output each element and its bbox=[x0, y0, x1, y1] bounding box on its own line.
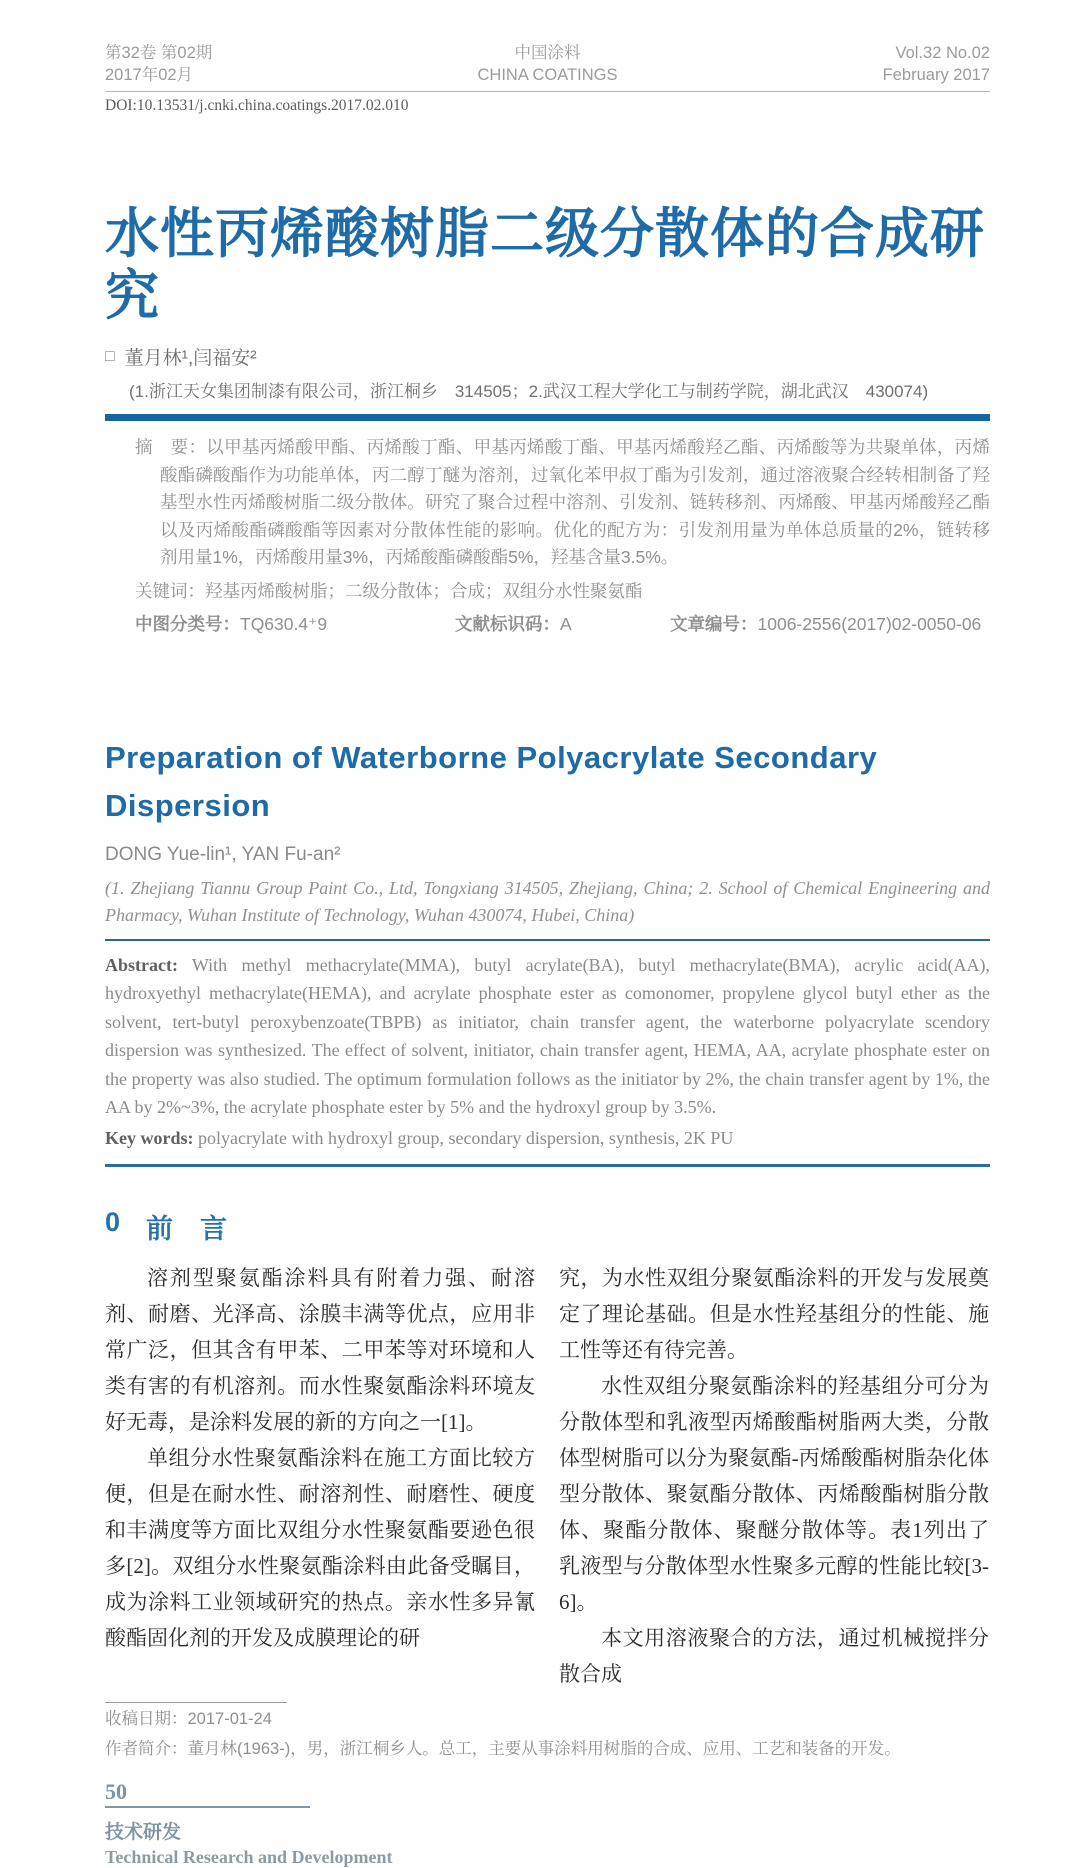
keywords-label-cn: 关键词： bbox=[135, 580, 205, 601]
section-number: 0 bbox=[105, 1206, 121, 1237]
footnote-block bbox=[105, 1702, 990, 1763]
body-paragraph: 溶剂型聚氨酯涂料具有附着力强、耐溶剂、耐磨、光泽高、涂膜丰满等优点，应用非常广泛，但其含有甲苯、二甲苯等对环境和人类有害的有机溶剂。而水性聚氨酯涂料环境友好无毒，是涂料发展的新的方向之一[1]。 bbox=[105, 1265, 535, 1434]
journal-section-cn: 技术研发 bbox=[105, 1821, 182, 1843]
issue-date-en: February 2017 bbox=[882, 66, 990, 84]
right-column bbox=[559, 1260, 989, 1692]
author-marker-icon: □ bbox=[105, 347, 115, 365]
body-paragraph: 究，为水性双组分聚氨酯涂料的开发与发展奠定了理论基础。但是水性羟基组分的性能、施工性等还有待完善。 bbox=[559, 1265, 989, 1362]
journal-header bbox=[105, 0, 990, 86]
keywords-cn bbox=[105, 578, 990, 603]
classification-row bbox=[105, 611, 990, 636]
affiliation-cn: (1.浙江天女集团制漆有限公司，浙江桐乡 314505；2.武汉工程大学化工与制药学院，湖北武汉 430074) bbox=[129, 382, 929, 401]
authors-en: DONG Yue-lin¹, YAN Fu-an² bbox=[105, 843, 341, 865]
abstract-en bbox=[105, 951, 990, 1122]
journal-name-cn: 中国涂料 bbox=[514, 44, 581, 62]
received-date-line bbox=[105, 1706, 990, 1733]
received-value: 2017-01-24 bbox=[187, 1709, 272, 1728]
body-paragraph: 水性双组分聚氨酯涂料的羟基组分可分为分散体型和乳液型丙烯酸酯树脂两大类，分散体型树脂可以分为聚氨酯-丙烯酸酯树脂杂化体型分散体、聚氨酯分散体、丙烯酸酯树脂分散体、聚酯分散体、聚醚分散体等。表1列出了乳液型与分散体型水性聚多元醇的性能比较[3-6]。 bbox=[559, 1373, 989, 1614]
article-title-en: Preparation of Waterborne Polyacrylate Secondary Dispersion bbox=[105, 739, 878, 823]
doc-code-value: A bbox=[560, 613, 572, 634]
page-number: 50 bbox=[105, 1778, 127, 1804]
section-title: 前 言 bbox=[146, 1213, 228, 1244]
issue-info-cn bbox=[105, 42, 212, 86]
journal-section-en: Technical Research and Development bbox=[105, 1846, 393, 1867]
clc-number bbox=[135, 611, 455, 636]
header-divider bbox=[105, 91, 990, 92]
article-id-label: 文章编号： bbox=[670, 613, 758, 634]
keywords-text-cn: 羟基丙烯酸树脂；二级分散体；合成；双组分水性聚氨酯 bbox=[205, 580, 643, 601]
keywords-en bbox=[105, 1124, 990, 1152]
affiliation-en: (1. Zhejiang Tiannu Group Paint Co., Ltd, Tongxiang 314505, Zhejiang, China; 2. School of Chemical Engineering and Pharmacy, Wuhan Institute of Technology, Wuhan 430074, Hubei, China) bbox=[105, 877, 990, 925]
section-heading-intro bbox=[105, 1207, 990, 1246]
abstract-label-en: Abstract: bbox=[105, 954, 178, 975]
received-label: 收稿日期： bbox=[105, 1709, 188, 1728]
article-id-value: 1006-2556(2017)02-0050-06 bbox=[757, 613, 982, 634]
issue-info-en bbox=[883, 42, 990, 86]
paper-page bbox=[105, 0, 990, 1868]
body-paragraph: 本文用溶液聚合的方法，通过机械搅拌分散合成 bbox=[559, 1625, 989, 1686]
doi-line: DOI:10.13531/j.cnki.china.coatings.2017.02.010 bbox=[105, 97, 409, 114]
abstract-text-cn: 以甲基丙烯酸甲酯、丙烯酸丁酯、甲基丙烯酸丁酯、甲基丙烯酸羟乙酯、丙烯酸等为共聚单体，丙烯酸酯磷酸酯作为功能单体，丙二醇丁醚为溶剂，过氧化苯甲叔丁酯为引发剂，通过溶液聚合经转相制备了羟基型水性丙烯酸树脂二级分散体。研究了聚合过程中溶剂、引发剂、链转移剂、丙烯酸、甲基丙烯酸羟乙酯以及丙烯酸酯磷酸酯等因素对分散体性能的影响。优化的配方为：引发剂用量为单体总质量的2%，链转移剂用量1%，丙烯酸用量3%，丙烯酸酯磷酸酯5%，羟基含量3.5%。 bbox=[160, 437, 991, 567]
issue-date-cn: 2017年02月 bbox=[105, 66, 194, 84]
author-bio-line bbox=[105, 1736, 990, 1763]
abstract-text-en: With methyl methacrylate(MMA), butyl acrylate(BA), butyl methacrylate(BMA), acrylic acid(AA), hydroxyethyl methacrylate(HEMA), and acrylate phosphate ester as comonomer, propylene glycol butyl ether as the solvent, tert-butyl peroxybenzoate(TBPB) as initiator, chain transfer agent, the waterborne polyacrylate scendory dispersion was synthesized. The effect of solvent, initiator, chain transfer agent, HEMA, AA, acrylate phosphate ester on the property was also studied. The optimum formulation follows as the initiator by 2%, the chain transfer agent by 1%, the AA by 2%~3%, the acrylate phosphate ester by 5% and the hydroxyl group by 3.5%. bbox=[105, 954, 990, 1117]
journal-name-en: CHINA COATINGS bbox=[477, 66, 618, 84]
two-column-body bbox=[105, 1260, 990, 1692]
english-block-divider bbox=[105, 939, 990, 941]
keywords-text-en: polyacrylate with hydroxyl group, secondary dispersion, synthesis, 2K PU bbox=[193, 1127, 734, 1148]
title-divider-bar bbox=[105, 414, 990, 421]
issue-volume-cn: 第32卷 第02期 bbox=[105, 44, 213, 62]
article-id bbox=[670, 611, 981, 636]
doc-code-label: 文献标识码： bbox=[455, 613, 560, 634]
authors-line-cn bbox=[105, 343, 990, 370]
abstract-cn bbox=[105, 434, 990, 572]
authors-cn: 董月林¹,闫福安² bbox=[124, 348, 257, 369]
body-paragraph: 单组分水性聚氨酯涂料在施工方面比较方便，但是在耐水性、耐溶剂性、耐磨性、硬度和丰满度等方面比双组分水性聚氨酯要逊色很多[2]。双组分水性聚氨酯涂料由此备受瞩目，成为涂料工业领域研究的热点。亲水性多异氰酸酯固化剂的开发及成膜理论的研 bbox=[105, 1445, 535, 1650]
bio-label: 作者简介： bbox=[105, 1739, 188, 1758]
front-matter-divider bbox=[105, 1164, 990, 1167]
footnote-divider bbox=[105, 1702, 287, 1703]
left-column bbox=[105, 1260, 535, 1692]
clc-value: TQ630.4⁺9 bbox=[240, 613, 328, 634]
issue-volume-en: Vol.32 No.02 bbox=[895, 44, 990, 62]
document-code bbox=[455, 611, 670, 636]
page-number-rule bbox=[105, 1806, 310, 1808]
article-title-cn: 水性丙烯酸树脂二级分散体的合成研究 bbox=[105, 204, 985, 326]
abstract-label-cn: 摘 要： bbox=[135, 437, 207, 457]
page-footer bbox=[105, 1779, 990, 1868]
keywords-label-en: Key words: bbox=[105, 1127, 194, 1148]
journal-name bbox=[478, 42, 618, 86]
bio-text: 董月林(1963-)，男，浙江桐乡人。总工，主要从事涂料用树脂的合成、应用、工艺和装备的开发。 bbox=[187, 1739, 901, 1758]
clc-label: 中图分类号： bbox=[135, 613, 240, 634]
